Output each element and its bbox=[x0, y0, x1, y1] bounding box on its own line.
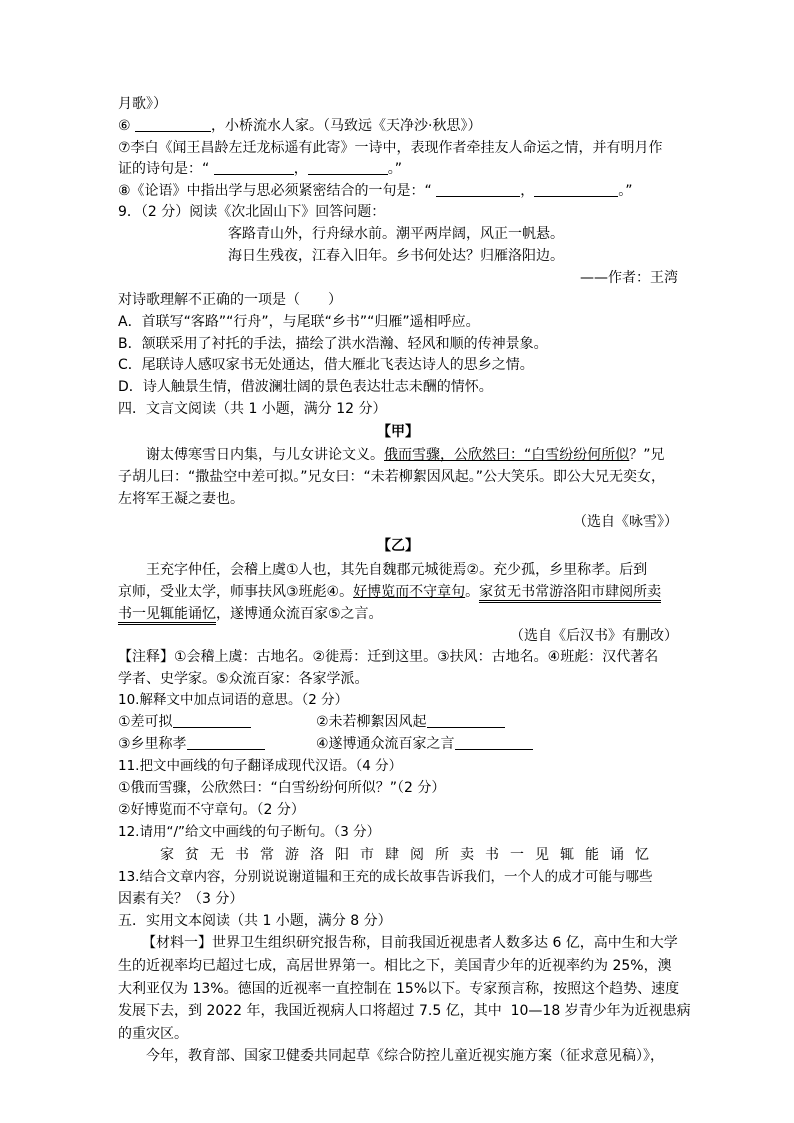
text: ，小桥流水人家。（马致远《天净沙·秋思》） bbox=[211, 118, 482, 134]
question-10-item-4 bbox=[316, 734, 533, 754]
question-11-item-2: ②好博览而不守章句。（2 分） bbox=[118, 802, 305, 818]
question-8-line bbox=[118, 181, 633, 201]
material-1-line-5: 的重灾区。 bbox=[118, 1026, 188, 1042]
text: 谢太傅寒雪日内集，与儿女讲论文义。 bbox=[146, 447, 384, 463]
section-heading-4: 四．文言文阅读（共 1 小题，满分 12 分） bbox=[118, 401, 387, 417]
text: ？”兄 bbox=[629, 447, 665, 463]
answer-blank[interactable] bbox=[173, 713, 251, 728]
question-13-line-2: 因素有关？（3 分） bbox=[118, 891, 244, 907]
material-1-line-1: 【材料一】世界卫生组织研究报告称，目前我国近视患者人数多达 6 亿，高中生和大学 bbox=[142, 935, 678, 951]
text: 。 bbox=[465, 584, 480, 600]
answer-blank[interactable] bbox=[308, 160, 388, 175]
question-7-answer-line bbox=[118, 159, 402, 179]
option-d[interactable]: D．诗人触景生情，借波澜壮阔的景色表达壮志未酬的情怀。 bbox=[118, 379, 493, 395]
text: ②未若柳絮因风起 bbox=[316, 714, 427, 730]
material-1-line-6: 今年，教育部、国家卫健委共同起草《综合防控儿童近视实施方案（征求意见稿）》， bbox=[146, 1048, 664, 1064]
text: 证的诗句是：“ bbox=[118, 161, 214, 177]
text: 京师，受业太学，师事扶风③班彪④。 bbox=[118, 584, 354, 600]
material-1-line-4: 发展下去，到 2022 年，我国近视病人口将超过 7.5 亿，其中 10—18 岁青少年为近视患病 bbox=[118, 1003, 691, 1019]
question-6-line bbox=[118, 116, 481, 136]
question-7-line: ⑦李白《闻王昌龄左迁龙标遥有此寄》一诗中，表现作者牵挂友人命运之情，并有明月作 bbox=[118, 140, 663, 156]
text: ③乡里称孝 bbox=[118, 736, 187, 752]
question-9-title: 9．（2 分）阅读《次北固山下》回答问题： bbox=[118, 204, 386, 220]
section-heading-5: 五．实用文本阅读（共 1 小题，满分 8 分） bbox=[118, 913, 392, 929]
passage-yi-line-1: 王充字仲任，会稽上虞①人也，其先自魏郡元城徙焉②。充少孤，乡里称孝。后到 bbox=[146, 562, 648, 578]
annotation-line-2: 学者、史学家。⑤众流百家：各家学派。 bbox=[118, 671, 369, 687]
double-underlined-sentence: 书一见辄能诵忆 bbox=[118, 606, 216, 625]
answer-blank[interactable] bbox=[427, 713, 505, 728]
text: 。” bbox=[618, 183, 633, 199]
text: ④遂博通众流百家之言 bbox=[316, 736, 455, 752]
option-c[interactable]: C．尾联诗人感叹家书无处通达，借大雁北飞表达诗人的思乡之情。 bbox=[118, 357, 534, 373]
poem-author: ——作者：王湾 bbox=[580, 270, 678, 286]
answer-blank[interactable] bbox=[436, 182, 520, 197]
question-10-title: 10.解释文中加点词语的意思。（2 分） bbox=[118, 692, 349, 708]
material-1-line-3: 大利亚仅为 13%。德国的近视率一直控制在 15%以下。专家预言称，按照这个趋势、速度 bbox=[118, 981, 680, 997]
passage-yi-line-2 bbox=[118, 582, 661, 602]
question-10-item-1 bbox=[118, 712, 251, 732]
annotation-line-1: 【注释】①会稽上虞：古地名。②徙焉：迁到这里。③扶风：古地名。④班彪：汉代著名 bbox=[118, 649, 659, 665]
question-12-sentence[interactable]: 家贫无书常游洛阳市肆阅所卖书一见辄能诵忆 bbox=[160, 847, 660, 863]
answer-blank[interactable] bbox=[187, 735, 265, 750]
text: ⑥ bbox=[118, 118, 136, 134]
question-13-line-1: 13.结合文章内容，分别说说谢道韫和王充的成长故事告诉我们，一个人的成才可能与哪些 bbox=[118, 869, 653, 885]
option-a[interactable]: A．首联写“客路”“行舟”，与尾联“乡书”“归雁”遥相呼应。 bbox=[118, 314, 480, 330]
underlined-sentence: 俄而雪骤，公欣然曰：“白雪纷纷何所似 bbox=[384, 447, 630, 463]
material-1-line-2: 生的近视率均已超过七成，高居世界第一。相比之下，美国青少年的近视率约为 25%，澳 bbox=[118, 958, 672, 974]
option-b[interactable]: B．颔联采用了衬托的手法，描绘了洪水浩瀚、轻风和顺的传神景象。 bbox=[118, 336, 548, 352]
answer-blank[interactable] bbox=[135, 117, 211, 132]
poem-line-2: 海日生残夜，江春入旧年。乡书何处达？归雁洛阳边。 bbox=[228, 248, 564, 264]
answer-blank[interactable] bbox=[455, 735, 533, 750]
passage-jia-line-1 bbox=[146, 445, 665, 465]
passage-jia-line-3: 左将军王凝之妻也。 bbox=[118, 491, 244, 507]
passage-yi-line-3 bbox=[118, 604, 383, 624]
double-underlined-sentence: 家贫无书常游洛阳市肆阅所卖 bbox=[479, 584, 661, 603]
question-11-title: 11.把文中画线的句子翻译成现代汉语。（4 分） bbox=[118, 758, 403, 774]
question-9-prompt: 对诗歌理解不正确的一项是（ ） bbox=[118, 292, 342, 308]
text-line: 月歌》） bbox=[118, 96, 167, 112]
passage-jia-heading: 【甲】 bbox=[377, 424, 419, 440]
answer-blank[interactable] bbox=[534, 182, 618, 197]
poem-line-1: 客路青山外，行舟绿水前。潮平两岸阔，风正一帆悬。 bbox=[228, 226, 564, 242]
text: ，遂博通众流百家⑤之言。 bbox=[216, 606, 383, 622]
passage-jia-line-2: 子胡儿曰：“撒盐空中差可拟。”兄女曰：“未若柳絮因风起。”公大笑乐。即公大兄无奕女， bbox=[118, 469, 666, 485]
question-10-item-2 bbox=[316, 712, 505, 732]
text: ①差可拟 bbox=[118, 714, 173, 730]
underlined-sentence: 好博览而不守章句 bbox=[353, 584, 466, 600]
passage-jia-source: （选自《咏雪》） bbox=[573, 514, 678, 530]
answer-blank[interactable] bbox=[214, 160, 294, 175]
question-11-item-1: ①俄而雪骤，公欣然曰：“白雪纷纷何所似？”（2 分） bbox=[118, 780, 446, 796]
text: ⑧《论语》中指出学与思必须紧密结合的一句是：“ bbox=[118, 183, 437, 199]
text: 。” bbox=[387, 161, 402, 177]
passage-yi-source: （选自《后汉书》有删改） bbox=[510, 628, 678, 644]
question-12-title: 12.请用“/”给文中画线的句子断句。（3 分） bbox=[118, 824, 381, 840]
question-10-item-3 bbox=[118, 734, 265, 754]
text: ， bbox=[520, 183, 535, 199]
text: ， bbox=[293, 161, 308, 177]
passage-yi-heading: 【乙】 bbox=[377, 538, 419, 554]
